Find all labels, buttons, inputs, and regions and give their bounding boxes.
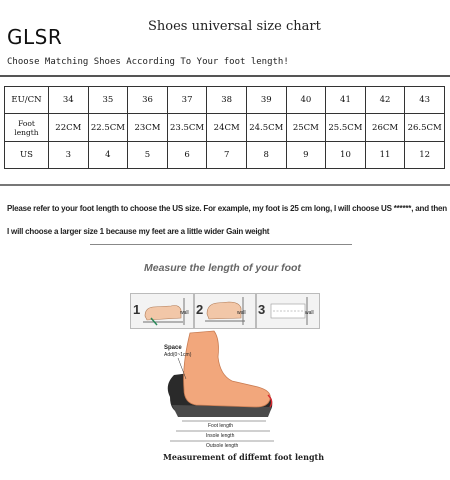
table-cell: 23CM [128, 114, 168, 142]
foot-against-wall-illustration [195, 294, 255, 328]
divider-short [90, 244, 352, 245]
divider-top [0, 75, 450, 77]
table-cell: 36 [128, 87, 168, 114]
table-cell: 26.5CM [405, 114, 445, 142]
page-title: Shoes universal size chart [148, 19, 321, 34]
table-row-label: Foot length [5, 114, 49, 142]
table-cell: 22CM [49, 114, 89, 142]
table-cell: 42 [365, 87, 405, 114]
foot-in-shoe-diagram [160, 325, 280, 450]
table-cell: 34 [49, 87, 89, 114]
table-cell: 22.5CM [88, 114, 128, 142]
wall-label: wall [305, 310, 314, 316]
table-cell: 43 [405, 87, 445, 114]
step-1-panel [130, 293, 194, 329]
table-cell: 35 [88, 87, 128, 114]
table-cell: 7 [207, 142, 247, 169]
table-cell: 25.5CM [326, 114, 366, 142]
step-3-panel [256, 293, 320, 329]
table-cell: 40 [286, 87, 326, 114]
diagram-caption: Measurement of diffemt foot length [163, 452, 325, 462]
table-cell: 5 [128, 142, 168, 169]
table-cell: 37 [167, 87, 207, 114]
step-2-panel [194, 293, 256, 329]
measurement-steps [130, 293, 320, 327]
step-number: 1 [133, 302, 141, 317]
insole-length-label: Insole length [206, 433, 235, 439]
table-cell: 23.5CM [167, 114, 207, 142]
table-row-label: US [5, 142, 49, 169]
table-row-label: EU/CN [5, 87, 49, 114]
table-cell: 8 [246, 142, 286, 169]
table-cell: 9 [286, 142, 326, 169]
table-cell: 41 [326, 87, 366, 114]
table-cell: 38 [207, 87, 247, 114]
table-cell: 6 [167, 142, 207, 169]
table-cell: 4 [88, 142, 128, 169]
table-cell: 25CM [286, 114, 326, 142]
wall-label: wall [237, 310, 246, 316]
space-value: Add(0~1cm) [164, 352, 192, 358]
outsole-length-label: Outsole length [206, 443, 239, 449]
table-cell: 3 [49, 142, 89, 169]
subtitle: Choose Matching Shoes According To Your foot length! [7, 57, 289, 67]
table-cell: 24.5CM [246, 114, 286, 142]
step-number: 3 [258, 302, 266, 317]
step-number: 2 [196, 302, 204, 317]
table-cell: 10 [326, 142, 366, 169]
paper-marking-illustration [257, 294, 319, 328]
table-cell: 26CM [365, 114, 405, 142]
space-label: Space [164, 345, 182, 351]
foot-length-label: Foot length [208, 423, 234, 429]
table-row-us [5, 142, 445, 169]
foot-on-paper-illustration [131, 294, 193, 328]
size-chart-table [4, 86, 445, 169]
instruction-note: Please refer to your foot length to choose the US size. For example, my foot is 25 cm long, I will choose US ******, and then I will choose a larger size 1 because my feet are a little wider Gain weight [7, 204, 447, 236]
wall-label: wall [180, 310, 189, 316]
brand-logo: GLSR [7, 25, 63, 49]
table-row-eu [5, 87, 445, 114]
table-cell: 24CM [207, 114, 247, 142]
table-row-foot-length [5, 114, 445, 142]
measure-heading: Measure the length of your foot [144, 262, 301, 274]
table-cell: 39 [246, 87, 286, 114]
table-cell: 11 [365, 142, 405, 169]
divider-middle [0, 184, 450, 186]
table-cell: 12 [405, 142, 445, 169]
